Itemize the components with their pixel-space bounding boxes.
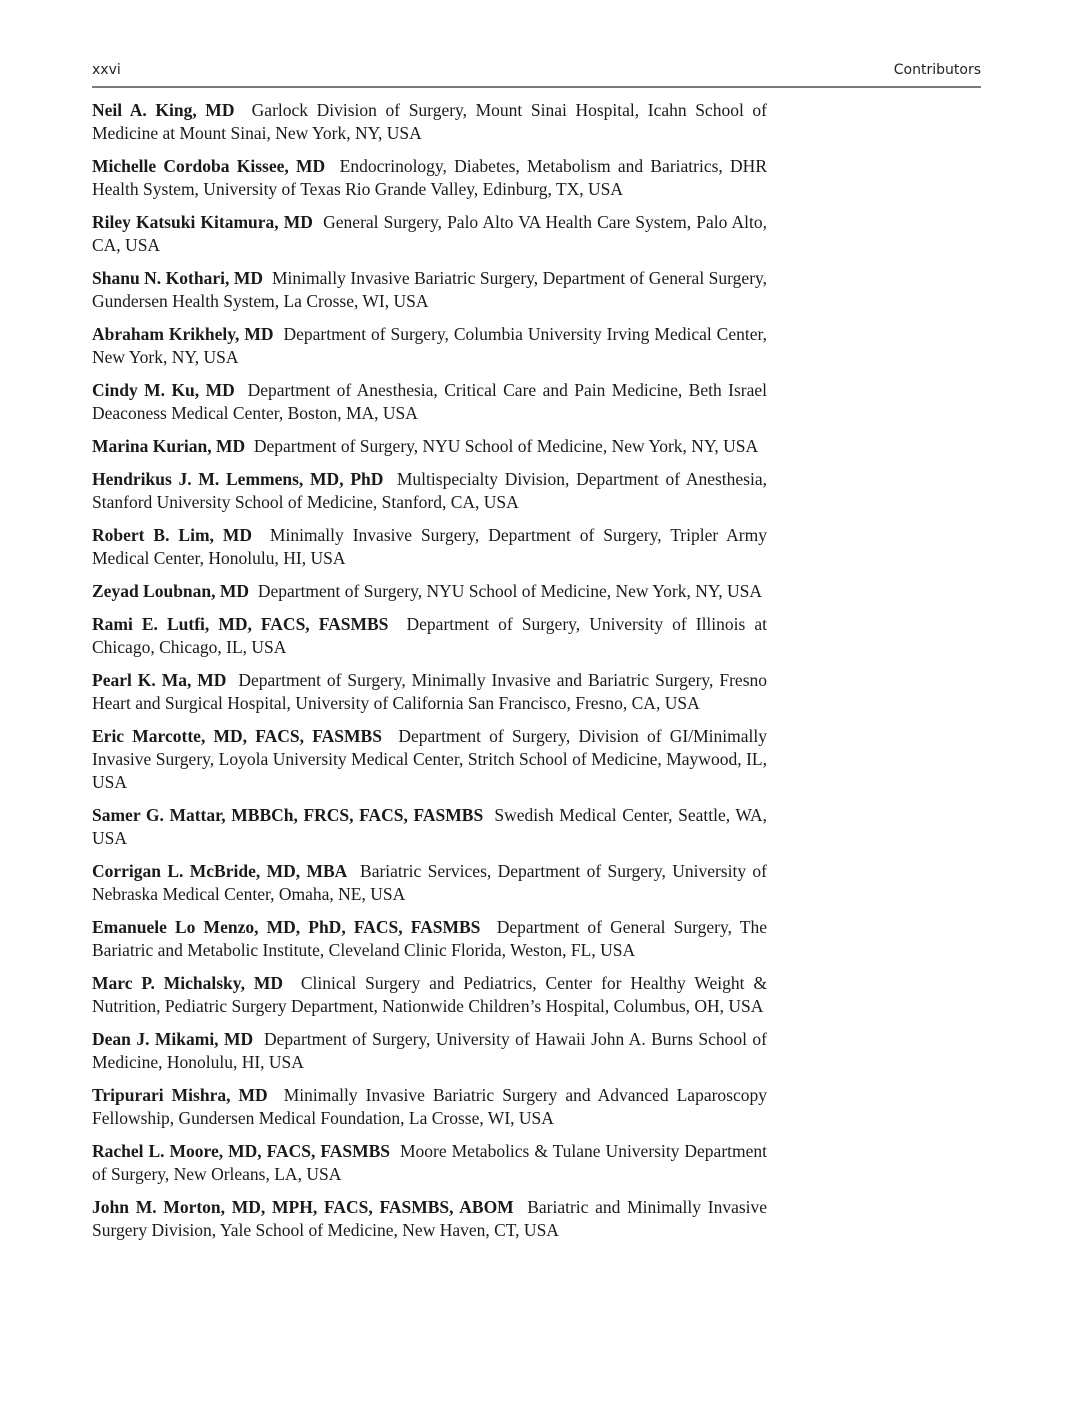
contributor-entry [92,1084,767,1130]
contributor-entry [92,725,767,794]
contributor-name: Zeyad Loubnan, MD [92,581,250,601]
contributor-affiliation: General Surgery, Palo Alto VA Health Care System, Palo Alto, CA, USA [92,212,768,255]
contributor-name: Corrigan L. McBride, MD, MBA [92,861,348,881]
contributors-list [92,99,767,1252]
contributor-affiliation: Swedish Medical Center, Seattle, WA, USA [92,805,767,848]
contributor-affiliation: Department of General Surgery, The Bariatric and Metabolic Institute, Cleveland Clinic Florida, Weston, FL, USA [92,917,767,960]
contributor-name: Abraham Krikhely, MD [92,324,274,344]
contributor-name: Shanu N. Kothari, MD [92,268,263,288]
contributor-entry [92,267,767,313]
contributor-affiliation: Department of Surgery, NYU School of Medicine, New York, NY, USA [257,581,763,601]
contributor-affiliation: Minimally Invasive Bariatric Surgery and Advanced Laparoscopy Fellowship, Gundersen Medical Foundation, La Crosse, WI, USA [92,1085,767,1128]
contributor-affiliation: Endocrinology, Diabetes, Metabolism and Bariatrics, DHR Health System, University of Texas Rio Grande Valley, Edinburg, TX, USA [92,156,767,199]
contributor-affiliation: Department of Surgery, Minimally Invasive and Bariatric Surgery, Fresno Heart and Surgical Hospital, University of California San Francisco, Fresno, CA, USA [92,670,768,713]
contributor-affiliation: Garlock Division of Surgery, Mount Sinai Hospital, Icahn School of Medicine at Mount Sinai, New York, NY, USA [92,100,767,143]
contributor-name: Michelle Cordoba Kissee, MD [92,156,326,176]
page-number: xxvi [92,62,121,78]
contributor-affiliation: Clinical Surgery and Pediatrics, Center for Healthy Weight & Nutrition, Pediatric Surgery Department, Nationwide Children’s Hospital, Columbus, OH, USA [92,973,768,1016]
contributor-affiliation: Department of Surgery, University of Illinois at Chicago, Chicago, IL, USA [92,614,768,657]
contributor-entry [92,669,767,715]
contributor-entry [92,613,767,659]
contributor-entry [92,468,767,514]
contributor-name: Eric Marcotte, MD, FACS, FASMBS [92,726,382,746]
contributor-affiliation: Department of Surgery, Columbia University Irving Medical Center, New York, NY, USA [92,324,768,367]
contributor-entry [92,379,767,425]
contributor-name: Neil A. King, MD [92,100,235,120]
contributor-entry [92,211,767,257]
contributor-affiliation: Department of Surgery, University of Hawaii John A. Burns School of Medicine, Honolulu, HI, USA [92,1029,767,1072]
contributor-entry [92,1140,767,1186]
contributor-name: Dean J. Mikami, MD [92,1029,254,1049]
contributor-affiliation: Bariatric and Minimally Invasive Surgery Division, Yale School of Medicine, New Haven, CT, USA [92,1197,768,1240]
contributor-name: Riley Katsuki Kitamura, MD [92,212,313,232]
contributor-affiliation: Minimally Invasive Bariatric Surgery, Department of General Surgery, Gundersen Health System, La Crosse, WI, USA [92,268,768,311]
contributor-name: Tripurari Mishra, MD [92,1085,268,1105]
contributor-entry [92,972,767,1018]
contributor-entry [92,99,767,145]
contributor-name: Pearl K. Ma, MD [92,670,227,690]
header-divider [92,86,981,88]
contributor-name: Hendrikus J. M. Lemmens, MD, PhD [92,469,384,489]
contributor-name: Marina Kurian, MD [92,436,246,456]
contributor-entry [92,524,767,570]
contributor-name: Emanuele Lo Menzo, MD, PhD, FACS, FASMBS [92,917,481,937]
contributor-name: Cindy M. Ku, MD [92,380,235,400]
contributor-entry [92,860,767,906]
contributor-name: Rami E. Lutfi, MD, FACS, FASMBS [92,614,389,634]
contributor-affiliation: Moore Metabolics & Tulane University Department of Surgery, New Orleans, LA, USA [92,1141,768,1184]
contributor-entry [92,1028,767,1074]
running-head [92,60,981,86]
contributor-name: John M. Morton, MD, MPH, FACS, FASMBS, ABOM [92,1197,514,1217]
contributor-name: Rachel L. Moore, MD, FACS, FASMBS [92,1141,391,1161]
contributor-name: Samer G. Mattar, MBBCh, FRCS, FACS, FASMBS [92,805,484,825]
contributor-affiliation: Bariatric Services, Department of Surgery, University of Nebraska Medical Center, Omaha, NE, USA [92,861,768,904]
contributor-affiliation: Multispecialty Division, Department of Anesthesia, Stanford University School of Medicine, Stanford, CA, USA [92,469,767,512]
contributor-affiliation: Department of Surgery, NYU School of Medicine, New York, NY, USA [253,436,759,456]
contributor-entry [92,155,767,201]
section-title: Contributors [893,62,981,78]
contributor-affiliation: Department of Surgery, Division of GI/Minimally Invasive Surgery, Loyola University Medical Center, Stritch School of Medicine, Maywood, IL, USA [92,726,767,792]
contributor-affiliation: Department of Anesthesia, Critical Care and Pain Medicine, Beth Israel Deaconess Medical Center, Boston, MA, USA [92,380,768,423]
contributor-entry [92,435,767,458]
contributor-entry [92,804,767,850]
contributor-entry [92,1196,767,1242]
contributor-entry [92,916,767,962]
contributor-entry [92,323,767,369]
contributor-affiliation: Minimally Invasive Surgery, Department of Surgery, Tripler Army Medical Center, Honolulu, HI, USA [92,525,767,568]
contributor-name: Marc P. Michalsky, MD [92,973,283,993]
contributor-entry [92,580,767,603]
contributor-name: Robert B. Lim, MD [92,525,252,545]
